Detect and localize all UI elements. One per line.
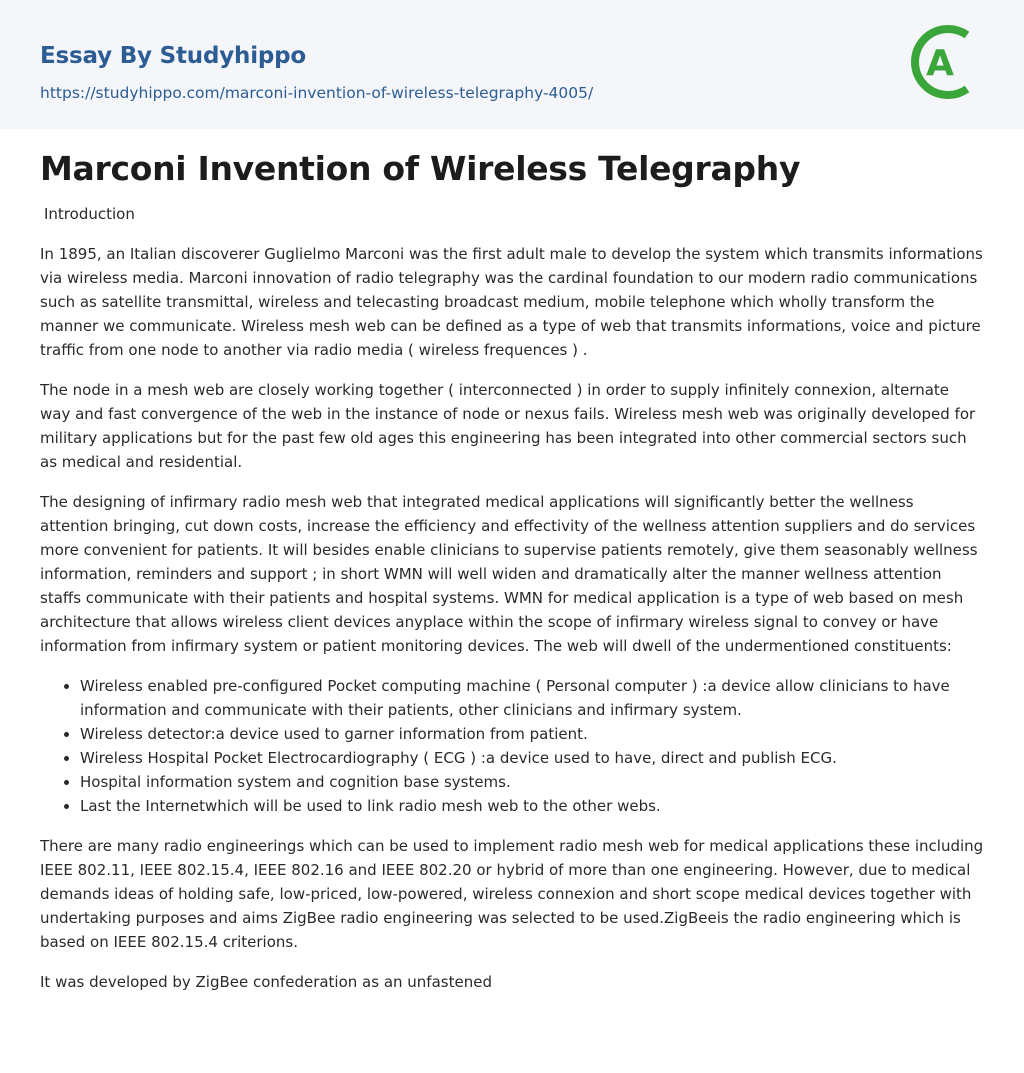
paragraph: In 1895, an Italian discoverer Guglielmo Marconi was the first adult male to develop the system which transmits informations via wireless media. Marconi innovation of radio telegraphy was the cardinal foundation to our modern radio communications such as satellite transmittal, wireless and telecasting broadcast medium, mobile telephone which wholly transform the manner we communicate. Wireless mesh web can be defined as a type of web that transmits informations, voice and picture traffic from one node to another via radio media ( wireless frequences ) . (40, 245, 983, 359)
article-title: Marconi Invention of Wireless Telegraphy (40, 149, 801, 188)
list-item: • Wireless Hospital Pocket Electrocardiography ( ECG ) :a device used to have, direct and publish ECG. (80, 746, 984, 770)
list-item: • Last the Internetwhich will be used to link radio mesh web to the other webs. (80, 794, 984, 818)
section-heading-introduction: Introduction (44, 205, 135, 223)
source-url-link[interactable]: https://studyhippo.com/marconi-invention-of-wireless-telegraphy-4005/ (40, 84, 594, 102)
brand-title[interactable]: Essay By Studyhippo (40, 43, 307, 69)
list-item: • Wireless enabled pre-configured Pocket computing machine ( Personal computer ) :a device allow clinicians to have information and communicate with their patients, other clinicians and infirmary system. (80, 674, 984, 722)
article (0, 129, 1024, 994)
logo-letter: A (926, 43, 954, 84)
site-header (0, 0, 1024, 129)
list-item: • Hospital information system and cognition base systems. (80, 770, 984, 794)
paragraph: There are many radio engineerings which can be used to implement radio mesh web for medical applications these including IEEE 802.11, IEEE 802.15.4, IEEE 802.16 and IEEE 802.20 or hybrid of more than one engineering. However, due to medical demands ideas of holding safe, low-priced, low-powered, wireless connexion and short scope medical devices together with undertaking purposes and aims ZigBee radio engineering was selected to be used.ZigBeeis the radio engineering which is based on IEEE 802.15.4 criterions. (40, 837, 984, 951)
studyhippo-logo-icon[interactable] (911, 18, 987, 106)
paragraph: The node in a mesh web are closely working together ( interconnected ) in order to supply infinitely connexion, alternate way and fast convergence of the web in the instance of node or nexus fails. Wireless mesh web was originally developed for military applications but for the past few old ages this engineering has been integrated into other commercial sectors such as medical and residential. (40, 381, 976, 471)
paragraph: The designing of infirmary radio mesh web that integrated medical applications will significantly better the wellness attention bringing, cut down costs, increase the efficiency and effectivity of the wellness attention suppliers and do services more convenient for patients. It will besides enable clinicians to supervise patients remotely, give them seasonably wellness information, reminders and support ; in short WMN will well widen and dramatically alter the manner wellness attention staffs communicate with their patients and hospital systems. WMN for medical application is a type of web based on mesh architecture that allows wireless client devices anyplace within the scope of infirmary wireless signal to convey or have information from infirmary system or patient monitoring devices. The web will dwell of the undermentioned constituents: (40, 493, 978, 655)
list-item: • Wireless detector:a device used to garner information from patient. (80, 722, 984, 746)
paragraph: It was developed by ZigBee confederation as an unfastened (40, 973, 492, 991)
components-list (40, 674, 984, 818)
